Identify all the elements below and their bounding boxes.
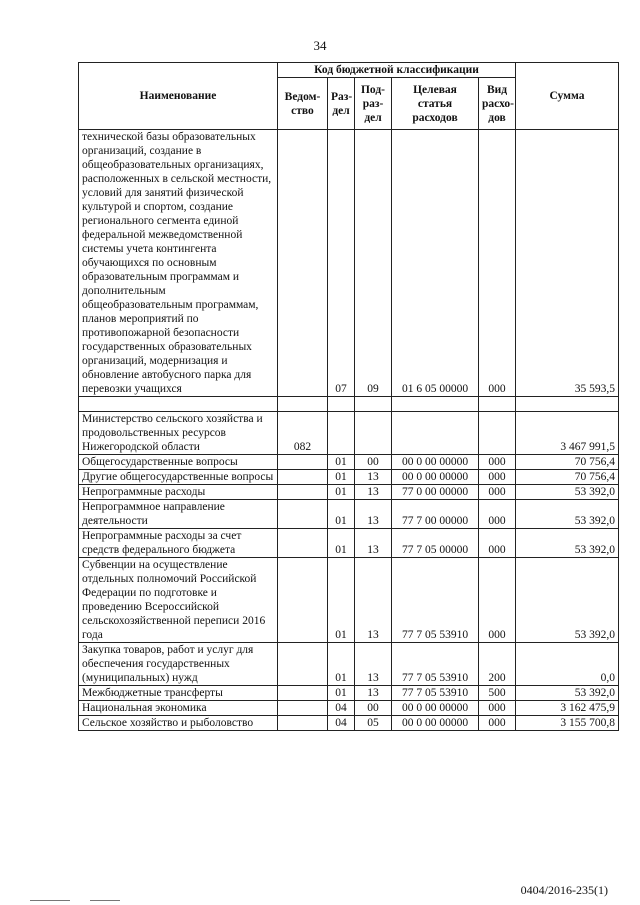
cell-name [79,397,278,412]
cell-ved [278,643,328,686]
table-row [79,500,619,529]
scan-marks [0,900,640,903]
cell-ved [278,130,328,397]
cell-vid: 500 [479,686,516,701]
cell-name: Непрограммное направление деятельности [79,500,278,529]
cell-name: Другие общегосударственные вопросы [79,470,278,485]
cell-ved [278,529,328,558]
cell-vid: 000 [479,130,516,397]
cell-ved [278,686,328,701]
cell-podrazdel [355,397,392,412]
cell-summa: 53 392,0 [516,558,619,643]
table-row [79,716,619,731]
table-row [79,412,619,455]
cell-podrazdel: 05 [355,716,392,731]
table-row [79,130,619,397]
cell-podrazdel: 13 [355,529,392,558]
cell-csr: 77 7 05 00000 [392,529,479,558]
cell-name: Министерство сельского хозяйства и продовольственных ресурсов Нижегородской области [79,412,278,455]
cell-vid: 000 [479,470,516,485]
cell-razdel: 01 [328,500,355,529]
cell-podrazdel: 00 [355,455,392,470]
cell-csr [392,397,479,412]
cell-podrazdel: 13 [355,643,392,686]
cell-summa: 53 392,0 [516,686,619,701]
cell-razdel: 07 [328,130,355,397]
cell-summa: 53 392,0 [516,485,619,500]
cell-vid [479,412,516,455]
cell-razdel [328,397,355,412]
cell-razdel: 01 [328,455,355,470]
table-row [79,558,619,643]
cell-summa: 3 155 700,8 [516,716,619,731]
cell-podrazdel: 13 [355,500,392,529]
header-ved: Ведом-ство [278,78,328,130]
header-podrazdel: Под-раз-дел [355,78,392,130]
cell-csr: 77 7 05 53910 [392,686,479,701]
cell-podrazdel: 13 [355,686,392,701]
cell-csr: 77 7 05 53910 [392,558,479,643]
document-code: 0404/2016-235(1) [520,883,608,897]
cell-csr: 77 7 00 00000 [392,500,479,529]
cell-ved [278,470,328,485]
cell-summa [516,397,619,412]
cell-razdel: 04 [328,716,355,731]
cell-ved: 082 [278,412,328,455]
cell-vid [479,397,516,412]
cell-vid: 000 [479,485,516,500]
cell-razdel: 01 [328,485,355,500]
cell-razdel: 01 [328,643,355,686]
cell-ved [278,397,328,412]
cell-razdel: 01 [328,470,355,485]
table-row [79,470,619,485]
cell-vid: 200 [479,643,516,686]
cell-vid: 000 [479,558,516,643]
cell-name: технической базы образовательных организаций, создание в общеобразовательных организациях, расположенных в сельской местности, условий для занятий физической культурой и спортом, создание регионального сегмента единой федеральной межведомственной системы учета контингента обучающихся по основным образовательным программам и дополнительным общеобразовательным программам, планов мероприятий по противопожарной безопасности государственных образовательных организаций, модернизация и обновление автобусного парка для перевозки учащихся [79,130,278,397]
cell-razdel [328,412,355,455]
cell-ved [278,716,328,731]
cell-csr: 00 0 00 00000 [392,455,479,470]
table-row [79,397,619,412]
table-row [79,643,619,686]
cell-csr [392,412,479,455]
table-row [79,686,619,701]
table-row [79,485,619,500]
header-razdel: Раз-дел [328,78,355,130]
cell-name: Субвенции на осуществление отдельных полномочий Российской Федерации по подготовке и проведению Всероссийской сельскохозяйственной переписи 2016 года [79,558,278,643]
cell-podrazdel [355,412,392,455]
cell-podrazdel: 00 [355,701,392,716]
table-row [79,455,619,470]
table-body [79,130,619,731]
table-row [79,529,619,558]
cell-name: Национальная экономика [79,701,278,716]
cell-summa: 0,0 [516,643,619,686]
cell-csr: 77 0 00 00000 [392,485,479,500]
cell-podrazdel: 13 [355,558,392,643]
cell-summa: 70 756,4 [516,470,619,485]
cell-csr: 77 7 05 53910 [392,643,479,686]
cell-razdel: 01 [328,529,355,558]
cell-csr: 01 6 05 00000 [392,130,479,397]
header-group: Код бюджетной классификации [278,63,516,78]
cell-summa: 53 392,0 [516,529,619,558]
table-row [79,701,619,716]
cell-name: Закупка товаров, работ и услуг для обеспечения государственных (муниципальных) нужд [79,643,278,686]
cell-csr: 00 0 00 00000 [392,716,479,731]
cell-ved [278,701,328,716]
cell-ved [278,485,328,500]
cell-name: Непрограммные расходы за счет средств федерального бюджета [79,529,278,558]
budget-table [78,62,619,731]
header-summa: Сумма [516,63,619,130]
header-csr: Целевая статья расходов [392,78,479,130]
cell-vid: 000 [479,500,516,529]
cell-name: Общегосударственные вопросы [79,455,278,470]
cell-summa: 53 392,0 [516,500,619,529]
cell-razdel: 01 [328,558,355,643]
cell-podrazdel: 13 [355,485,392,500]
cell-podrazdel: 09 [355,130,392,397]
cell-vid: 000 [479,701,516,716]
cell-summa: 70 756,4 [516,455,619,470]
header-name: Наименование [79,63,278,130]
cell-podrazdel: 13 [355,470,392,485]
cell-razdel: 01 [328,686,355,701]
cell-csr: 00 0 00 00000 [392,470,479,485]
cell-summa: 35 593,5 [516,130,619,397]
cell-summa: 3 162 475,9 [516,701,619,716]
cell-csr: 00 0 00 00000 [392,701,479,716]
cell-summa: 3 467 991,5 [516,412,619,455]
cell-ved [278,455,328,470]
cell-vid: 000 [479,716,516,731]
header-vid: Вид расхо-дов [479,78,516,130]
cell-ved [278,500,328,529]
cell-vid: 000 [479,455,516,470]
cell-razdel: 04 [328,701,355,716]
page-number: 34 [313,38,327,53]
cell-vid: 000 [479,529,516,558]
cell-name: Сельское хозяйство и рыболовство [79,716,278,731]
cell-name: Непрограммные расходы [79,485,278,500]
cell-ved [278,558,328,643]
cell-name: Межбюджетные трансферты [79,686,278,701]
